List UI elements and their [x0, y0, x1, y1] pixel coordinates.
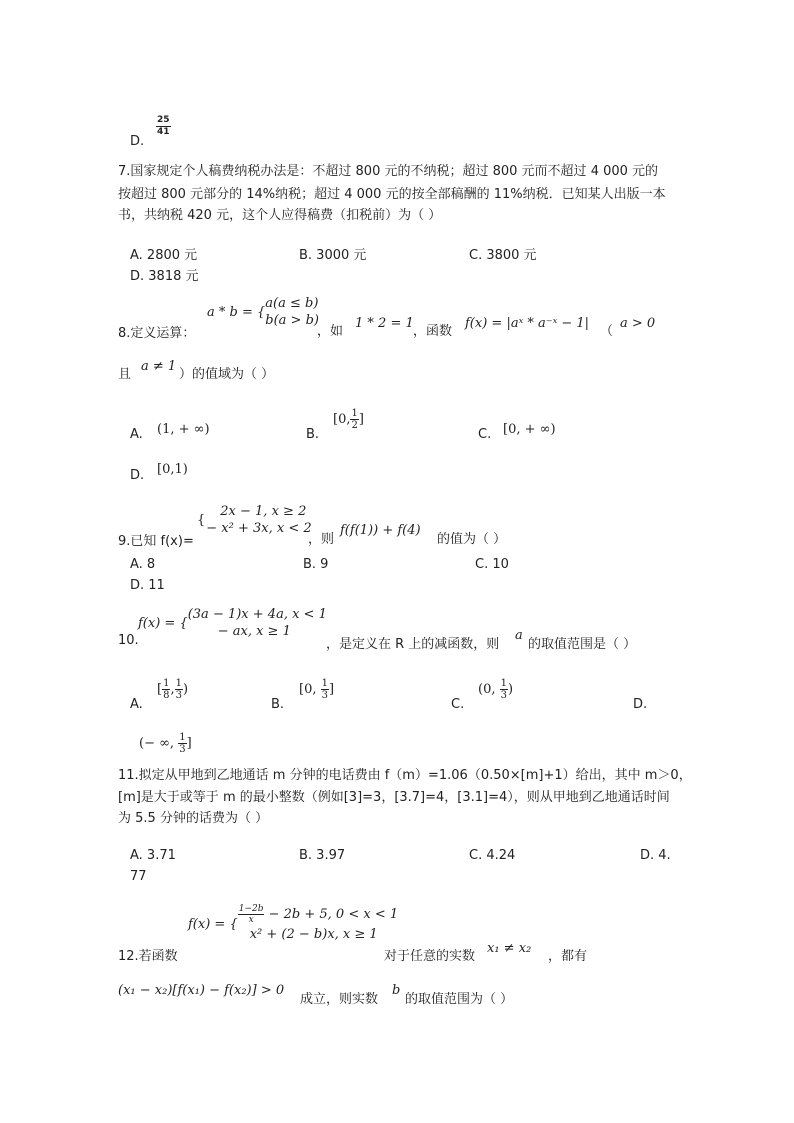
fraction-denominator: 3	[179, 744, 186, 755]
fraction-denominator: x	[248, 915, 254, 925]
q9-mid: ，则	[308, 532, 335, 547]
fraction-denominator: 8	[163, 690, 170, 701]
q8-line2-suffix: ）的值域为（ ）	[179, 367, 275, 382]
q11-line-1: 11.拟定从甲地到乙地通话 m 分钟的电话费由 f（m）=1.06（0.50×[m]+1）给出，其中 m＞0，	[118, 768, 692, 783]
q12-inequality: (x₁ − x₂)[f(x₁) − f(x₂)] > 0	[118, 983, 285, 998]
q8-option-c-label: C.	[478, 427, 492, 442]
q11-line-3: 为 5.5 分钟的话费为（ ）	[118, 811, 269, 826]
q8-def-case-2: b(a > b)	[265, 313, 319, 328]
q10-case-1: (3a − 1)x + 4a, x < 1	[187, 607, 327, 622]
q8-line2-prefix: 且	[118, 367, 132, 382]
q10-mid: ，是定义在 R 上的减函数，则	[326, 637, 500, 652]
q8-function: f(x) = |aˣ * a⁻ˣ − 1|	[465, 316, 589, 331]
q12-comma: ，都有	[548, 949, 588, 964]
q7-line-3: 书，共纳税 420 元，这个人应得稿费（扣税前）为（ ）	[118, 208, 442, 223]
q8-option-b-post: ]	[358, 412, 364, 427]
q9-piecewise	[197, 503, 312, 537]
q10-cases	[188, 606, 327, 640]
q8-definition	[207, 295, 319, 329]
fraction-denominator: 2	[351, 420, 358, 431]
q8-option-b-label: B.	[306, 427, 320, 442]
q9-option-d: D. 11	[130, 578, 165, 593]
q7-option-d: D. 3818 元	[130, 269, 199, 284]
q8-def-lhs: a * b = {	[207, 304, 266, 320]
q7-line-1: 7.国家规定个人稿费纳税办法是：不超过 800 元的不纳税；超过 800 元而不超过 4 000 元的	[118, 164, 659, 179]
q8-example: 1 * 2 = 1	[355, 316, 414, 331]
q10-case-2: − ax, x ≥ 1	[217, 624, 291, 639]
q12-lhs: f(x) = {	[188, 917, 238, 932]
q12-piecewise	[188, 904, 398, 945]
q12-case-2: x² + (2 − b)x, x ≥ 1	[249, 927, 378, 942]
q8-option-b	[333, 408, 364, 431]
q9-case-2: − x² + 3x, x < 2	[206, 521, 312, 536]
fraction-numerator: 1	[175, 678, 182, 689]
q8-option-d: [0,1)	[157, 462, 188, 477]
q10-option-d-label: D.	[633, 697, 648, 712]
q6-option-d-label: D.	[130, 134, 145, 149]
q10-option-d: (− ∞, $\frac{1}{3}$ ]	[139, 732, 192, 755]
q8-paren-open: （	[600, 324, 614, 339]
fraction-denominator: 3	[321, 690, 328, 701]
q10-option-c-label: C.	[451, 697, 465, 712]
fraction-numerator: 1−2b	[238, 904, 264, 914]
q8-def-case-1: a(a ≤ b)	[265, 296, 319, 311]
q10-option-b-label: B.	[271, 697, 285, 712]
q9-option-b: B. 9	[303, 557, 329, 572]
q12-case-1	[238, 904, 398, 925]
fraction-numerator: 1	[179, 732, 186, 743]
q9-suffix: 的值为（ ）	[437, 532, 507, 547]
q8-option-a-label: A.	[130, 427, 143, 442]
q9-option-a: A. 8	[130, 557, 156, 572]
fraction-numerator: 1	[321, 678, 328, 689]
fraction-denominator: 41	[157, 127, 170, 137]
q10-option-a-label: A.	[130, 697, 143, 712]
q10-option-b-pre: [0,	[299, 682, 317, 697]
q12-suffix-2: 的取值范围为（ ）	[405, 992, 514, 1007]
q11-option-b: B. 3.97	[299, 848, 346, 863]
q10-option-c: (0, $\frac{1}{3}$ )	[478, 678, 514, 701]
q12-suffix-1: 成立，则实数	[300, 992, 379, 1007]
q8-mid-2: ，函数	[413, 324, 453, 339]
q11-line-2: [m]是大于或等于 m 的最小整数（例如[3]=3，[3.7]=4，[3.1]=4），则从甲地到乙地通话时间	[118, 790, 670, 805]
q10-option-a: [ $\frac{1}{8}$ , $\frac{1}{3}$ )	[157, 678, 189, 701]
fraction-denominator: 3	[175, 690, 182, 701]
q10-suffix: 的取值范围是（ ）	[528, 637, 637, 652]
q10-option-d-pre: (− ∞,	[139, 736, 175, 751]
q9-expression: f(f(1)) + f(4)	[340, 523, 421, 538]
q7-option-b: B. 3000 元	[299, 248, 367, 263]
q10-option-c-pre: (0,	[478, 682, 496, 697]
q8-mid-1: ，如	[317, 324, 344, 339]
q9-case-1: 2x − 1, x ≥ 2	[220, 504, 307, 519]
q11-option-d: D. 4.	[640, 848, 671, 863]
q9-option-c: C. 10	[475, 557, 509, 572]
q6-option-d-fraction	[156, 115, 171, 138]
brace-icon: {	[197, 512, 206, 528]
q7-option-a: A. 2800 元	[130, 248, 198, 263]
q8-option-c: [0, + ∞)	[503, 422, 556, 437]
fraction-numerator: 25	[157, 115, 170, 125]
q12-condition: x₁ ≠ x₂	[487, 941, 532, 956]
q8-option-d-label: D.	[130, 468, 145, 483]
fraction-denominator: 3	[500, 690, 507, 701]
q12-prefix: 12.若函数	[118, 949, 178, 964]
q12-cases	[238, 904, 398, 945]
q8-def-cases	[265, 295, 319, 329]
fraction-numerator: 1	[351, 408, 358, 419]
q11-option-a: A. 3.71	[130, 848, 176, 863]
q8-prefix: 8.定义运算：	[118, 326, 196, 341]
q11-option-d-wrap: 77	[130, 869, 147, 884]
q7-line-2: 按超过 800 元部分的 14%纳税；超过 4 000 元的按全部稿酬的 11%纳税．已知某人出版一本	[118, 187, 666, 202]
q8-option-a: (1, + ∞)	[157, 422, 210, 437]
q10-option-b: [0, $\frac{1}{3}$ ]	[299, 678, 335, 701]
fraction-numerator: 1	[500, 678, 507, 689]
q11-option-c: C. 4.24	[469, 848, 516, 863]
q9-prefix: 9.已知 f(x)=	[118, 534, 194, 549]
q8-condition-1: a > 0	[620, 316, 656, 331]
q12-variable: b	[392, 983, 401, 998]
q8-option-b-pre: [0,	[333, 412, 351, 427]
fraction-numerator: 1	[163, 678, 170, 689]
q10-prefix: 10.	[118, 633, 139, 648]
q12-mid: 对于任意的实数	[384, 949, 476, 964]
q8-condition-2: a ≠ 1	[141, 359, 177, 374]
q12-case-1-rest: − 2b + 5, 0 < x < 1	[268, 907, 399, 922]
q10-variable: a	[515, 628, 523, 643]
q9-cases	[206, 503, 311, 537]
q10-lhs: f(x) = {	[138, 615, 188, 631]
q7-option-c: C. 3800 元	[469, 248, 537, 263]
q10-piecewise	[138, 606, 327, 640]
